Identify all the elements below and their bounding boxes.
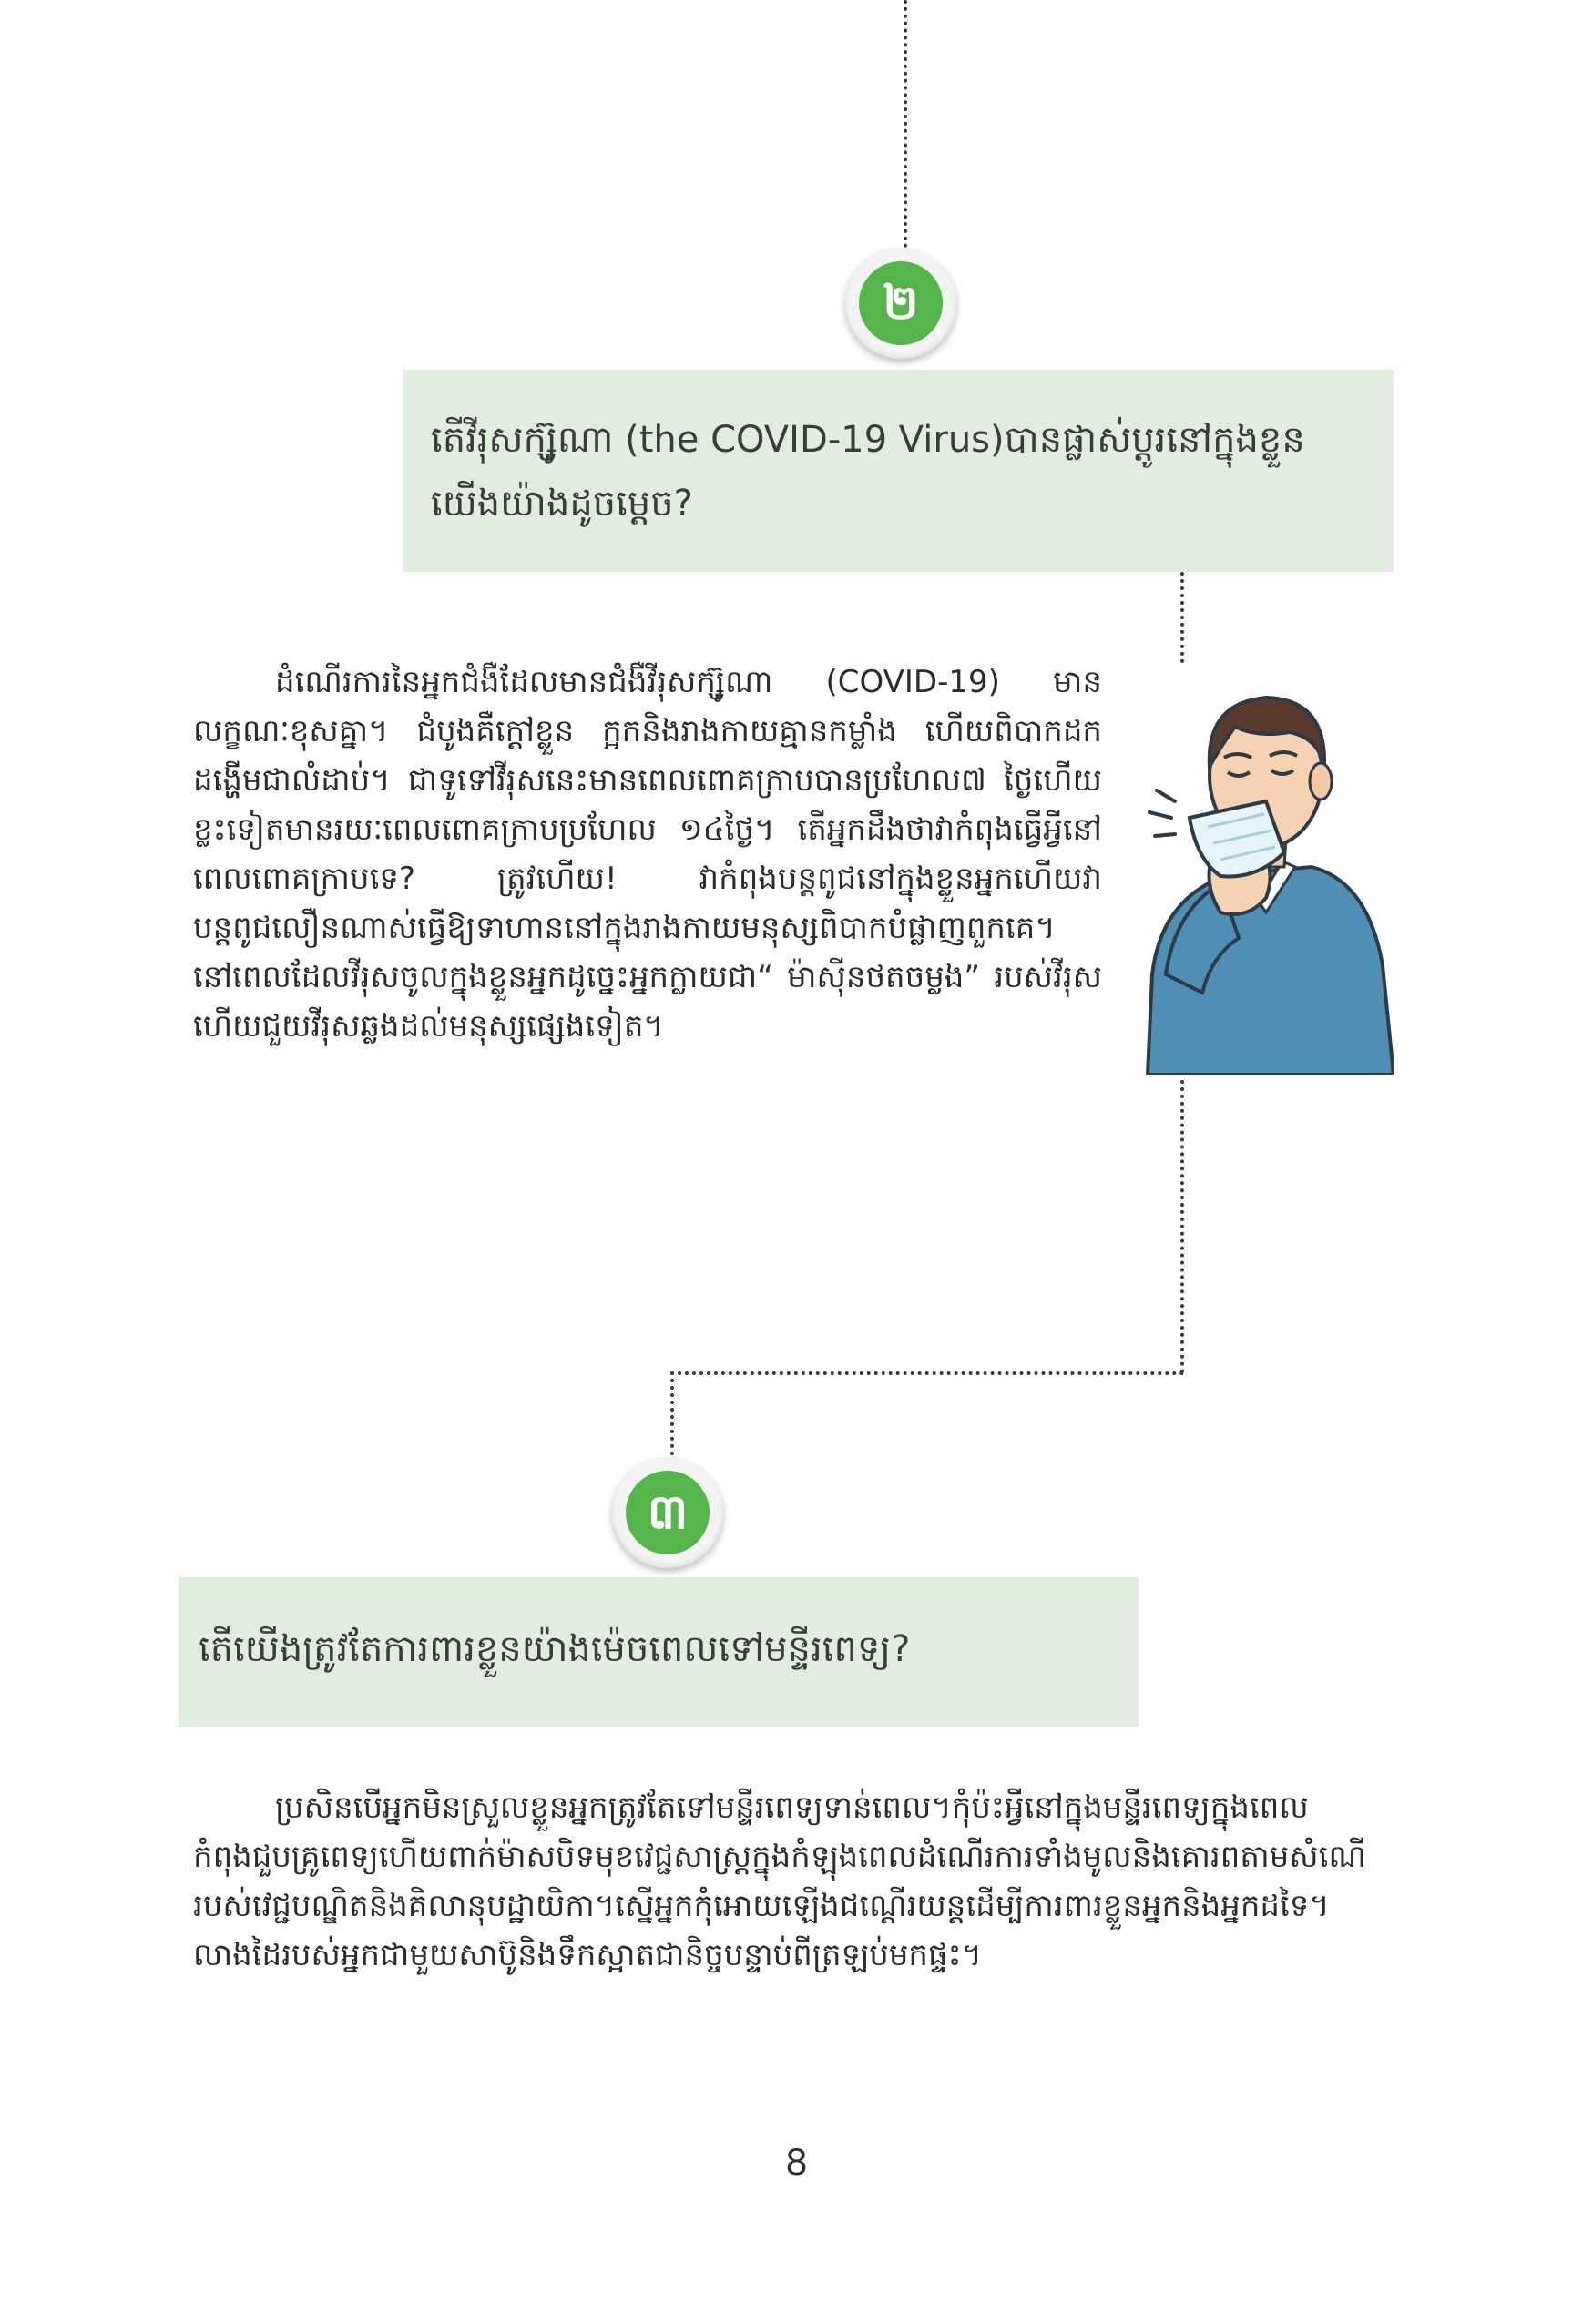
connector-to-badge3: [670, 1371, 674, 1463]
connector-horizontal: [670, 1371, 1184, 1375]
connector-top: [904, 0, 907, 248]
sick-man-illustration: [1129, 674, 1394, 1075]
section-2-heading-box: [403, 370, 1394, 572]
section-2-paragraph: ដំណើរការនៃអ្នកជំងឺដែលមានជំងឺវីរុសក្ស៊ូណា (COVID-19) មានលក្ខណៈខុសគ្នា។ ជំបូងគឺក្តៅខ្លួន ក្អកនិងរាងកាយគ្មានកម្លាំង ហើយពិបាកដកដង្ហើមជាលំដាប់។ ជាទូទៅវីរុសនេះមានពេលពោគក្រាបបានប្រហែល៧ ថ្ងៃហើយខ្លះទៀតមានរយៈពេលពោគក្រាបប្រហែល ១៤ថ្ងៃ។ តើអ្នកដឹងថាវាកំពុងធ្វើអ្វីនៅពេលពោគក្រាបទេ? ត្រូវហើយ! វាកំពុងបន្តពូជនៅក្នុងខ្លួនអ្នកហើយវាបន្តពូជលឿនណាស់ធ្វើឱ្យទាហាននៅក្នុងរាងកាយមនុស្សពិបាកបំផ្លាញពួកគេ។ នៅពេលដែលវីរុសចូលក្នុងខ្លួនអ្នកដូច្នេះអ្នកក្លាយជា“ ម៉ាស៊ីនថតចម្លង” របស់វីរុសហើយជួយវីរុសឆ្លងដល់មនុស្សផ្សេងទៀត។: [193, 664, 1102, 1045]
section-2-number: ២: [859, 261, 943, 345]
sneeze-lines: [1149, 790, 1175, 836]
section-3-heading: តើយើងត្រូវតែការពារខ្លួនយ៉ាងម៉េចពេលទៅមន្ទីរពេទ្យ?: [199, 1628, 911, 1670]
section-3-number: ៣: [626, 1471, 710, 1554]
section-3-badge: [612, 1457, 723, 1568]
connector-right-down: [1180, 1080, 1184, 1373]
section-2-badge: [845, 248, 956, 359]
ear: [1310, 763, 1332, 800]
connector-heading2-down: [1180, 572, 1184, 663]
section-3-heading-box: [179, 1577, 1139, 1727]
section-3-paragraph: ប្រសិនបើអ្នកមិនស្រួលខ្លួនអ្នកត្រូវតែទៅមន្ទីរពេទ្យទាន់ពេល។កុំប៉ះអ្វីនៅក្នុងមន្ទីរពេទ្យក្នុងពេលកំពុងជួបគ្រូពេទ្យហើយពាក់ម៉ាសបិទមុខវេជ្ជសាស្រ្តក្នុងកំឡុងពេលដំណើរការទាំងមូលនិងគោរពតាមសំណើរបស់វេជ្ជបណ្ឌិតនិងគិលានុបដ្ឋាយិកា។ស្នើអ្នកកុំអោយឡើងជណ្តើរយន្តដើម្បីការពារខ្លួនអ្នកនិងអ្នកដទៃ។លាងដៃរបស់អ្នកជាមួយសាប៊ូនិងទឹកស្អាតជានិច្ចបន្ទាប់ពីត្រឡប់មកផ្ទះ។: [193, 1789, 1366, 1973]
page-number: 8: [785, 2140, 808, 2183]
section-2-heading: តើវីរុសក្ស៊ូណា (the COVID-19 Virus)បានផ្លាស់ប្តូរនៅក្នុងខ្លួនយើងយ៉ាងដូចម្តេច?: [431, 419, 1305, 525]
